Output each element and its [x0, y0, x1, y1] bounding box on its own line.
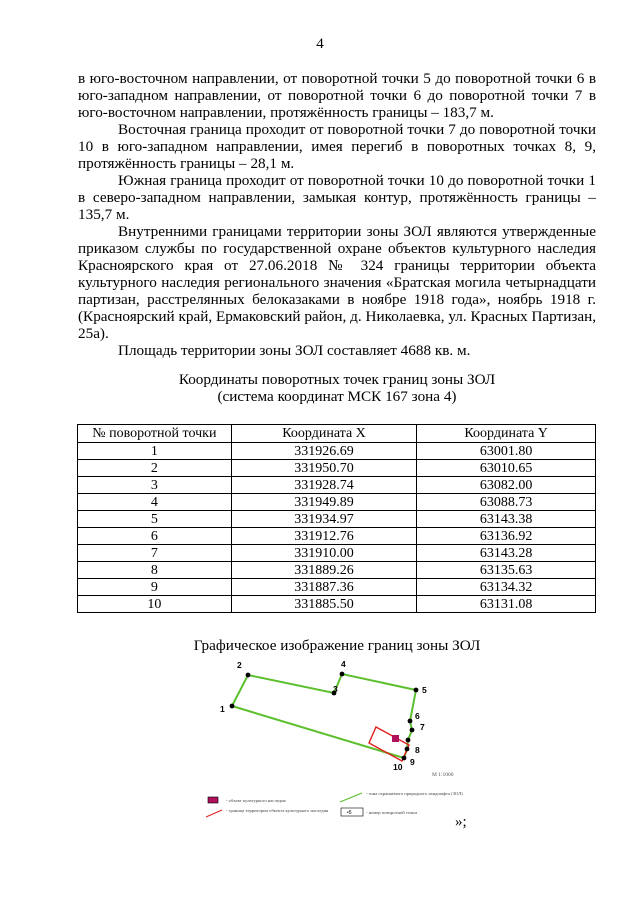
- paragraph: Восточная граница проходит от поворотной точки 7 до поворотной точки 10 в юго-западном направлении, имея перегиб в поворотных точках 8, 9, протяжённость границы – 28,1 м.: [78, 121, 596, 172]
- table-row: [78, 477, 596, 494]
- paragraph: Площадь территории зоны ЗОЛ составляет 4688 кв. м.: [118, 342, 471, 359]
- table-subtitle-line: (система координат МСК 167 зона 4): [217, 388, 457, 405]
- cell-x: 331910.00: [231, 545, 417, 562]
- page-number: 4: [316, 36, 324, 52]
- boundary-scheme: [190, 656, 470, 830]
- table-title: [78, 371, 596, 405]
- paragraph: Южная граница проходит от поворотной точки 10 до поворотной точки 1 в северо-западном направлении, замыкая контур, протяжённость границы – 135,7 м.: [78, 172, 596, 223]
- cell-y: 63135.63: [417, 562, 596, 579]
- turning-point-marker: [406, 738, 411, 743]
- cell-x: 331887.36: [231, 579, 417, 596]
- table-row: [78, 528, 596, 545]
- table-row: [78, 494, 596, 511]
- turning-point-marker: [230, 704, 235, 709]
- point-label: 6: [415, 711, 420, 721]
- legend-point-swatch: [341, 808, 363, 816]
- point-label: 1: [220, 704, 225, 714]
- table-row: [78, 596, 596, 613]
- body-text: [78, 70, 596, 359]
- cell-point: 1: [78, 443, 232, 460]
- scale-label: М 1:1000: [432, 772, 454, 778]
- cell-x: 331926.69: [231, 443, 417, 460]
- point-label: 2: [237, 660, 242, 670]
- column-header-point: № поворотной точки: [78, 425, 232, 443]
- cell-y: 63010.65: [417, 460, 596, 477]
- cell-x: 331889.26: [231, 562, 417, 579]
- turning-point-marker: [340, 672, 345, 677]
- table-row: [78, 443, 596, 460]
- cell-x: 331885.50: [231, 596, 417, 613]
- legend-point-sample: •5: [347, 810, 352, 816]
- paragraph: Внутренними границами территории зоны ЗОЛ являются утвержденные приказом службы по государственной охране объектов культурного наследия Красноярского края от 27.06.2018 № 324 границы территории объекта культурного наследия регионального значения «Братская могила четырнадцати партизан, расстрелянных белоказаками в ноябре 1918 года», ноябрь 1918 г. (Красноярский край, Ермаковский район, д. Николаевка, ул. Красных Партизан, 25а).: [78, 223, 596, 342]
- cell-point: 9: [78, 579, 232, 596]
- table-row: [78, 579, 596, 596]
- cell-point: 8: [78, 562, 232, 579]
- legend-point-label: - номер поворотной точки: [366, 810, 417, 815]
- cell-x: 331928.74: [231, 477, 417, 494]
- table-title-line: Координаты поворотных точек границ зоны ЗОЛ: [178, 371, 496, 388]
- legend-object-swatch: [208, 797, 218, 803]
- cell-point: 4: [78, 494, 232, 511]
- point-label: 7: [420, 722, 425, 732]
- cell-y: 63136.92: [417, 528, 596, 545]
- legend-zone-swatch: [340, 793, 362, 802]
- table-row: [78, 562, 596, 579]
- cell-point: 6: [78, 528, 232, 545]
- cell-point: 10: [78, 596, 232, 613]
- cell-point: 7: [78, 545, 232, 562]
- turning-point-marker: [414, 688, 419, 693]
- cell-y: 63131.08: [417, 596, 596, 613]
- legend-territory-swatch: [206, 810, 222, 817]
- cell-y: 63143.28: [417, 545, 596, 562]
- table-row: [78, 460, 596, 477]
- point-label: 5: [422, 685, 427, 695]
- table-header-row: [78, 425, 596, 443]
- coordinates-table: [77, 424, 596, 613]
- table-row: [78, 545, 596, 562]
- zone-boundary-line: [232, 674, 416, 758]
- cell-x: 331934.97: [231, 511, 417, 528]
- legend-zone-label: - зона охраняемого природного ландшафта (ЗОЛ): [366, 791, 463, 796]
- cell-x: 331950.70: [231, 460, 417, 477]
- point-label: 4: [341, 659, 346, 669]
- cell-point: 5: [78, 511, 232, 528]
- point-label: 3: [333, 684, 338, 694]
- table-row: [78, 511, 596, 528]
- closing-mark: »;: [455, 814, 467, 830]
- cell-y: 63143.38: [417, 511, 596, 528]
- cell-x: 331949.89: [231, 494, 417, 511]
- cell-point: 3: [78, 477, 232, 494]
- cell-x: 331912.76: [231, 528, 417, 545]
- point-label: 9: [410, 757, 415, 767]
- point-label: 8: [415, 745, 420, 755]
- cell-y: 63088.73: [417, 494, 596, 511]
- cell-y: 63082.00: [417, 477, 596, 494]
- column-header-x: Координата X: [231, 425, 417, 443]
- legend-territory-label: - граница территории объекта культурного наследия: [226, 808, 329, 813]
- cell-point: 2: [78, 460, 232, 477]
- column-header-y: Координата Y: [417, 425, 596, 443]
- turning-point-marker: [246, 673, 251, 678]
- scheme-title: Графическое изображение границ зоны ЗОЛ: [193, 637, 481, 654]
- legend-object-label: - объект культурного наследия: [226, 798, 286, 803]
- cell-y: 63001.80: [417, 443, 596, 460]
- turning-point-marker: [410, 728, 415, 733]
- turning-point-marker: [408, 719, 413, 724]
- turning-point-marker: [405, 747, 410, 752]
- point-label: 10: [393, 762, 403, 772]
- paragraph: в юго-восточном направлении, от поворотной точки 5 до поворотной точки 6 в юго-западном направлении, от поворотной точки 6 до поворотной точки 7 в юго-восточном направлении, протяжённость границы – 183,7 м.: [78, 70, 596, 121]
- cell-y: 63134.32: [417, 579, 596, 596]
- turning-point-marker: [402, 756, 407, 761]
- legend: [206, 791, 463, 817]
- heritage-object: [392, 735, 399, 742]
